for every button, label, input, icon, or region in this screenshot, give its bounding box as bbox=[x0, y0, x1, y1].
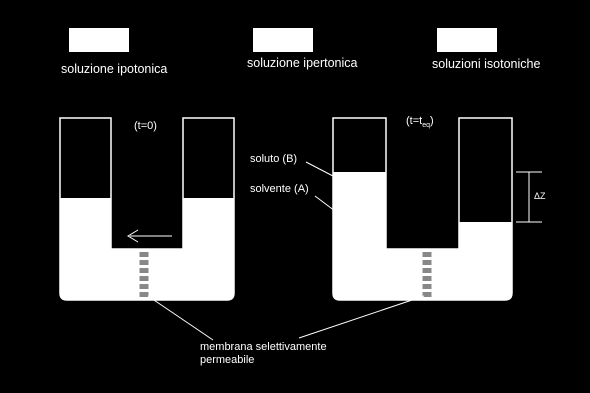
solute-label: soluto (B) bbox=[250, 153, 298, 165]
legend-label-hypotonic: soluzione ipotonica bbox=[61, 62, 168, 76]
delta-z-label: ΔZ bbox=[534, 191, 546, 201]
membrane-leader-right bbox=[299, 296, 424, 338]
membrane-label-line-1: membrana selettivamente bbox=[200, 341, 327, 353]
left-time-label: (t=0) bbox=[134, 120, 157, 132]
right-time-label: $(t=t_{eq})$ bbox=[406, 115, 434, 129]
legend-label-isotonic: soluzioni isotoniche bbox=[432, 57, 541, 71]
left-u-tube bbox=[60, 118, 234, 300]
membrane-label-line-2: permeabile bbox=[200, 354, 255, 366]
solvent-label: solvente (A) bbox=[250, 183, 309, 195]
legend-label-hypertonic: soluzione ipertonica bbox=[247, 56, 358, 70]
membrane-callout bbox=[148, 296, 424, 366]
right-u-tube bbox=[250, 115, 546, 300]
membrane-leader-left bbox=[148, 296, 213, 340]
solute-leader bbox=[306, 162, 333, 176]
